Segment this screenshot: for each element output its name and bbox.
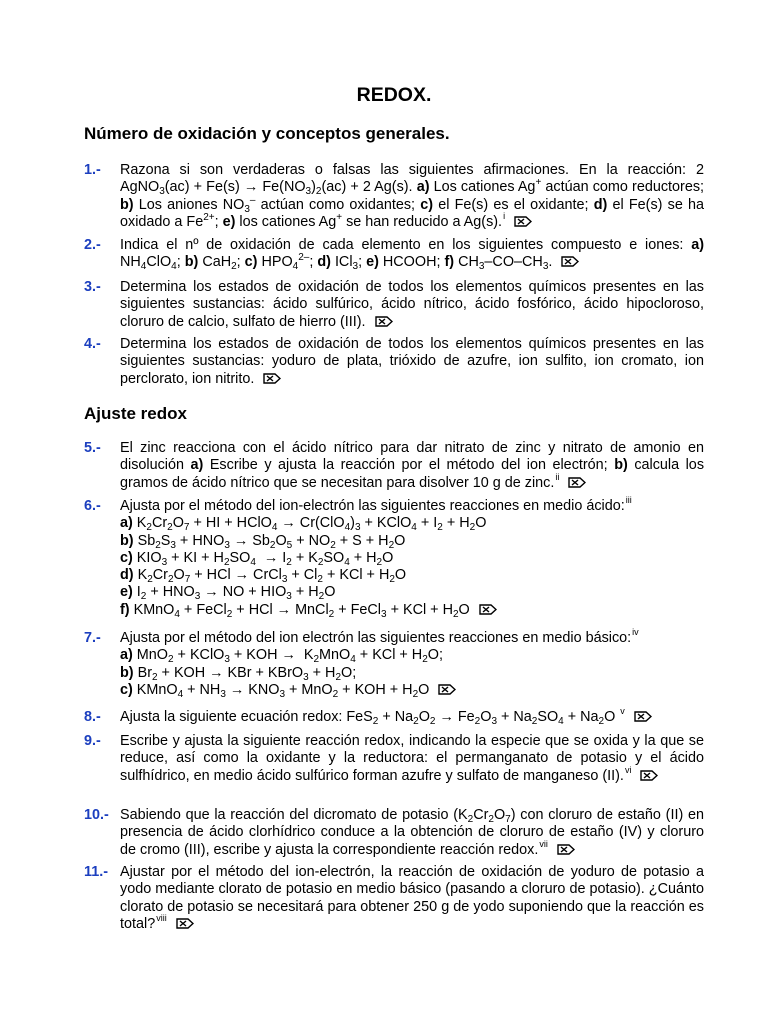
question-text: Determina los estados de oxidación de todos los elementos químicos presentes en las siguientes sustancias: yoduro de plata, trióxido de azufre, ion sulfito, ion cromato, ion perclorato, ion nitrito. — [120, 336, 704, 387]
question-number: 11.- — [84, 864, 109, 880]
answer-arrow-icon[interactable] — [375, 316, 393, 327]
question-number: 3.- — [84, 279, 101, 295]
reaction-d: d) $K_2Cr_2O_7$ + HCl → CrCl$_3$ + $Cl_2$ + KCl + $H_2O$ — [120, 567, 407, 586]
question-number: 6.- — [84, 498, 101, 514]
answer-arrow-icon[interactable] — [640, 770, 658, 781]
question-9 — [84, 733, 704, 785]
question-number: 8.- — [84, 709, 101, 725]
answer-arrow-icon[interactable] — [557, 844, 575, 855]
section-heading-ajuste: Ajuste redox — [84, 404, 187, 423]
question-2 — [84, 237, 704, 272]
reaction-b: b) $Sb_2S_3 + HNO_3 \to Sb_2O_5 + NO_2 + S + H_2O$ — [120, 532, 406, 551]
question-text: Sabiendo que la reacción del dicromato de potasio $(K_2Cr_2O_7)$ con cloruro de estaño (II) en presencia de ácido clorhídrico conduce a la obtención de cloruro de estaño (IV) y cloruro de cromo (III), escribe y ajusta la correspondiente reacción redox.$^{vii}$ — [120, 807, 704, 858]
question-1 — [84, 162, 704, 231]
answer-arrow-icon[interactable] — [479, 604, 497, 615]
answer-arrow-icon[interactable] — [561, 256, 579, 267]
reaction-a: a) MnO$_2$ + KClO$_3$ + KOH → $K_2MnO_4$ + KCl + $H_2O$; — [120, 647, 443, 666]
question-4 — [84, 336, 704, 388]
answer-arrow-icon[interactable] — [438, 684, 456, 695]
question-text: Razona si son verdaderas o falsas las siguientes afirmaciones. En la reacción: 2 AgNO$_3$(ac) + $Fe(s) \to Fe(NO_3)_2(ac) + 2$ Ag(s). a) Los cationes Ag+ actúan como reductores; b) Los aniones $NO_3^-$ actúan como oxidantes; c) el Fe(s) es el oxidante; d) el Fe(s) se ha oxidado a $Fe^{2+}$; e) los cationes Ag+ se han reducido a Ag(s).$^i$ — [120, 162, 705, 230]
question-text: Ajustar por el método del ion-electrón, la reacción de oxidación de yoduro de potasio a yodo mediante clorato de potasio en medio básico (pasando a cloruro de potasio). ¿Cuánto clorato de potasio se necesitará para obtener 250 g de yodo suponiendo que la reacción es total?$^{viii}$ — [120, 864, 704, 932]
question-text: Determina los estados de oxidación de todos los elementos químicos presentes en las siguientes sustancias: ácido sulfúrico, ácido nítrico, ácido fosfórico, ácido hipocloroso, cloruro de calcio, sulfato de hierro (III). — [120, 279, 704, 330]
reaction-e: e) $I_2 + HNO_3$ → NO + $HIO_3 + H_2O$ — [120, 584, 336, 603]
question-number: 10.- — [84, 807, 109, 823]
question-number: 2.- — [84, 237, 101, 253]
question-6 — [84, 495, 704, 620]
reaction-b: b) $Br_2$ + KOH → KBr + KBrO$_3$ + $H_2O$; — [120, 664, 357, 683]
page-title: REDOX. — [356, 84, 432, 106]
answer-arrow-icon[interactable] — [568, 477, 586, 488]
question-text: El zinc reacciona con el ácido nítrico para dar nitrato de zinc y nitrato de amonio en disolución a) Escribe y ajusta la reacción por el método del ion electrón; b) calcula los gramos de ácido nítrico que se necesitan para disolver 10 g de zinc.$^{ii}$ — [120, 440, 705, 491]
reaction-c: c) $KIO_3$ + KI + $H_2SO_4 \to I_2 + K_2SO_4 + H_2O$ — [120, 549, 394, 568]
reaction-f: f) KMnO$_4$ + FeCl$_2$ + HCl → MnCl$_2$ + FeCl$_3$ + KCl + $H_2O$ — [120, 602, 704, 619]
answer-arrow-icon[interactable] — [176, 918, 194, 929]
question-3 — [84, 279, 704, 331]
question-text: Ajusta por el método del ion electrón las siguientes reacciones en medio básico:$^{iv}$ a) MnO$_2$ + KClO$_3$ + KOH → $K_2MnO_4$ + KCl + $H_2O$; b) $Br_2$ + KOH → KBr + KBrO$_3$ + $H_2O$; c) KMnO$_4$ + $NH_3 \to KNO_3 + MnO_2$ + KOH + $H_2O$ — [120, 630, 704, 699]
question-8 — [84, 706, 704, 727]
question-number: 9.- — [84, 733, 101, 749]
question-text: Escribe y ajusta la siguiente reacción redox, indicando la especie que se oxida y la que se reduce, así como la oxidante y la reductora: el permanganato de potasio y el ácido sulfhídrico, en medio ácido sulfúrico forman azufre y sulfato de manganeso (II).$^{vi}$ — [120, 733, 704, 784]
answer-arrow-icon[interactable] — [634, 711, 652, 722]
reaction-a: a) $K_2Cr_2O_7$ + HI + HClO$_4$ → $Cr(ClO_4)_3$ + KClO$_4$ + $I_2 + H_2O$ — [120, 515, 487, 534]
reaction-c: c) KMnO$_4$ + $NH_3 \to KNO_3 + MnO_2$ + KOH + $H_2O$ — [120, 682, 704, 699]
question-number: 7.- — [84, 630, 101, 646]
question-number: 1.- — [84, 162, 101, 178]
answer-arrow-icon[interactable] — [514, 216, 532, 227]
question-number: 4.- — [84, 336, 101, 352]
question-10 — [84, 807, 704, 859]
question-text: Ajusta la siguiente ecuación redox: $FeS_2 + Na_2O_2 \to Fe_2O_3 + Na_2SO_4 + Na_2O$ $^v$ — [120, 709, 704, 726]
question-text: Ajusta por el método del ion-electrón las siguientes reacciones en medio ácido:$^{iii}$ a) $K_2Cr_2O_7$ + HI + HClO$_4$ → $Cr(ClO_4)_3$ + KClO$_4$ + $I_2 + H_2O$ b) $Sb_2S_3 + HNO_3 \to Sb_2O_5 + NO_2 + S + H_2O$ c) $KIO_3$ + KI + $H_2SO_4 \to I_2 + K_2SO_4 + H_2O$ d) $K_2Cr_2O_7$ + HCl → CrCl$_3$ + $Cl_2$ + KCl + $H_2O$ e) $I_2 + HNO_3$ → NO + $HIO_3 + H_2O$ f) KMnO$_4$ + FeCl$_2$ + HCl → MnCl$_2$ + FeCl$_3$ + KCl + $H_2O$ — [120, 498, 704, 619]
question-5 — [84, 440, 704, 492]
question-text: Indica el nº de oxidación de cada elemento en los siguientes compuesto e iones: a) $NH_4ClO_4$; b) CaH$_2$; c) $HPO_4^{2-}$; d) ICl$_3$; e) HCOOH; f) $CH_3-CO-CH_3$. — [120, 237, 704, 273]
question-7 — [84, 627, 704, 700]
question-11 — [84, 864, 704, 933]
question-number: 5.- — [84, 440, 101, 456]
section-heading-oxidation: Número de oxidación y conceptos generales. — [84, 124, 450, 143]
answer-arrow-icon[interactable] — [263, 373, 281, 384]
